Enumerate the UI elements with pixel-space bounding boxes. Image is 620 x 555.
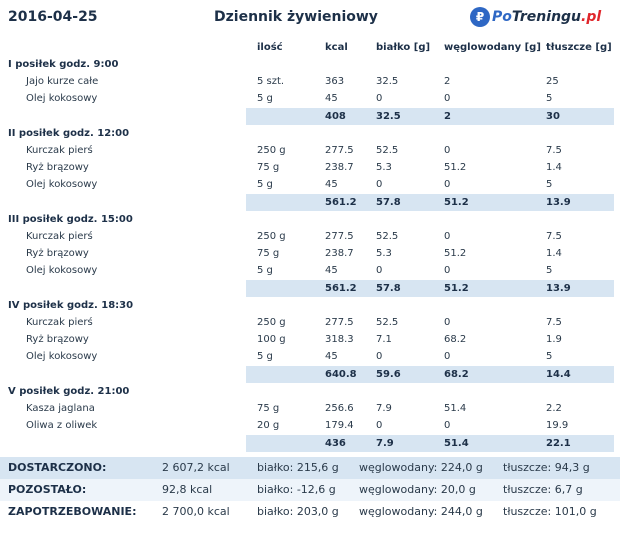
item-protein: 52.5	[376, 145, 399, 156]
item-protein: 0	[376, 93, 383, 104]
food-item-name: Olej kokosowy	[26, 93, 98, 104]
item-carbs: 68.2	[444, 334, 467, 345]
meal-header: V posiłek godz. 21:00	[8, 386, 130, 397]
item-carbs: 51.2	[444, 248, 467, 259]
meal-header: I posiłek godz. 9:00	[8, 59, 119, 70]
logo-badge-icon: ₽	[470, 7, 490, 27]
item-kcal: 277.5	[325, 145, 354, 156]
meal-total-carbs: 2	[444, 111, 451, 122]
item-fat: 7.5	[546, 317, 562, 328]
item-quantity: 100 g	[257, 334, 286, 345]
food-item-name: Kurczak pierś	[26, 317, 93, 328]
logo-text-pl: .pl	[581, 9, 602, 25]
item-kcal: 277.5	[325, 317, 354, 328]
item-fat: 7.5	[546, 231, 562, 242]
item-protein: 7.9	[376, 403, 392, 414]
item-kcal: 238.7	[325, 162, 354, 173]
food-item-name: Ryż brązowy	[26, 334, 89, 345]
item-protein: 52.5	[376, 317, 399, 328]
summary-kcal: 92,8 kcal	[162, 483, 213, 496]
meal-total-protein: 57.8	[376, 197, 401, 208]
item-fat: 1.9	[546, 334, 562, 345]
item-kcal: 45	[325, 179, 338, 190]
item-carbs: 0	[444, 231, 451, 242]
meal-total-carbs: 51.2	[444, 197, 469, 208]
item-fat: 1.4	[546, 162, 562, 173]
summary-carbs: węglowodany: 20,0 g	[359, 483, 476, 496]
item-quantity: 250 g	[257, 145, 286, 156]
meal-total-kcal: 408	[325, 111, 346, 122]
item-carbs: 0	[444, 145, 451, 156]
item-carbs: 0	[444, 93, 451, 104]
meal-total-kcal: 436	[325, 438, 346, 449]
item-quantity: 5 g	[257, 179, 273, 190]
item-kcal: 45	[325, 351, 338, 362]
item-quantity: 20 g	[257, 420, 280, 431]
item-quantity: 75 g	[257, 162, 280, 173]
item-fat: 5	[546, 179, 553, 190]
item-protein: 52.5	[376, 231, 399, 242]
food-item-name: Olej kokosowy	[26, 351, 98, 362]
food-item-name: Olej kokosowy	[26, 179, 98, 190]
meal-total-protein: 32.5	[376, 111, 401, 122]
item-carbs: 51.2	[444, 162, 467, 173]
logo-text-treningu: Treningu	[511, 9, 582, 25]
item-carbs: 51.4	[444, 403, 467, 414]
summary-row	[0, 479, 620, 501]
meal-total-fat: 13.9	[546, 283, 571, 294]
item-kcal: 363	[325, 76, 345, 87]
meal-total-protein: 57.8	[376, 283, 401, 294]
item-quantity: 75 g	[257, 403, 280, 414]
item-carbs: 0	[444, 179, 451, 190]
summary-row	[0, 501, 620, 523]
meal-total-kcal: 561.2	[325, 197, 357, 208]
summary-protein: białko: -12,6 g	[257, 483, 336, 496]
item-carbs: 0	[444, 265, 451, 276]
item-protein: 0	[376, 265, 383, 276]
summary-carbs: węglowodany: 244,0 g	[359, 505, 483, 518]
summary-kcal: 2 607,2 kcal	[162, 461, 230, 474]
diary-date: 2016-04-25	[8, 9, 98, 25]
item-carbs: 0	[444, 420, 451, 431]
summary-fat: tłuszcze: 101,0 g	[503, 505, 597, 518]
meal-header: II posiłek godz. 12:00	[8, 128, 130, 139]
meal-header: III posiłek godz. 15:00	[8, 214, 133, 225]
potreningu-logo[interactable]	[470, 6, 601, 28]
summary-carbs: węglowodany: 224,0 g	[359, 461, 483, 474]
page-title: Dziennik żywieniowy	[214, 9, 378, 25]
meal-header: IV posiłek godz. 18:30	[8, 300, 134, 311]
item-fat: 19.9	[546, 420, 569, 431]
meal-total-carbs: 51.4	[444, 438, 469, 449]
page-header	[0, 0, 620, 36]
item-kcal: 256.6	[325, 403, 354, 414]
col-header-carbs: węglowodany [g]	[444, 42, 541, 53]
item-protein: 32.5	[376, 76, 399, 87]
item-quantity: 250 g	[257, 317, 286, 328]
summary-label: DOSTARCZONO:	[8, 461, 107, 474]
summary-fat: tłuszcze: 94,3 g	[503, 461, 590, 474]
meal-total-fat: 22.1	[546, 438, 571, 449]
item-quantity: 5 szt.	[257, 76, 285, 87]
summary-row	[0, 457, 620, 479]
item-quantity: 250 g	[257, 231, 286, 242]
meal-total-protein: 59.6	[376, 369, 401, 380]
col-header-quantity: ilość	[257, 42, 283, 53]
item-fat: 7.5	[546, 145, 562, 156]
meal-total-protein: 7.9	[376, 438, 394, 449]
food-item-name: Kurczak pierś	[26, 145, 93, 156]
meal-total-fat: 30	[546, 111, 560, 122]
meal-total-carbs: 68.2	[444, 369, 469, 380]
col-header-protein: białko [g]	[376, 42, 431, 53]
item-protein: 7.1	[376, 334, 392, 345]
item-protein: 0	[376, 420, 383, 431]
food-item-name: Ryż brązowy	[26, 248, 89, 259]
item-protein: 5.3	[376, 248, 392, 259]
food-item-name: Kurczak pierś	[26, 231, 93, 242]
item-protein: 5.3	[376, 162, 392, 173]
col-header-kcal: kcal	[325, 42, 348, 53]
item-quantity: 5 g	[257, 265, 273, 276]
item-quantity: 5 g	[257, 351, 273, 362]
food-item-name: Kasza jaglana	[26, 403, 95, 414]
item-protein: 0	[376, 351, 383, 362]
item-kcal: 277.5	[325, 231, 354, 242]
meal-total-kcal: 561.2	[325, 283, 357, 294]
item-quantity: 5 g	[257, 93, 273, 104]
item-kcal: 318.3	[325, 334, 354, 345]
meal-total-fat: 14.4	[546, 369, 571, 380]
item-kcal: 45	[325, 265, 338, 276]
item-fat: 2.2	[546, 403, 562, 414]
item-fat: 1.4	[546, 248, 562, 259]
logo-text-po: Po	[492, 9, 512, 25]
item-kcal: 179.4	[325, 420, 354, 431]
meal-total-fat: 13.9	[546, 197, 571, 208]
item-fat: 25	[546, 76, 559, 87]
meal-total-carbs: 51.2	[444, 283, 469, 294]
food-item-name: Olej kokosowy	[26, 265, 98, 276]
item-carbs: 0	[444, 351, 451, 362]
food-item-name: Ryż brązowy	[26, 162, 89, 173]
item-protein: 0	[376, 179, 383, 190]
item-fat: 5	[546, 351, 553, 362]
item-kcal: 238.7	[325, 248, 354, 259]
summary-label: POZOSTAŁO:	[8, 483, 87, 496]
item-fat: 5	[546, 93, 553, 104]
item-kcal: 45	[325, 93, 338, 104]
item-fat: 5	[546, 265, 553, 276]
summary-label: ZAPOTRZEBOWANIE:	[8, 505, 137, 518]
item-quantity: 75 g	[257, 248, 280, 259]
meal-total-kcal: 640.8	[325, 369, 357, 380]
summary-kcal: 2 700,0 kcal	[162, 505, 230, 518]
summary-protein: białko: 215,6 g	[257, 461, 339, 474]
col-header-fat: tłuszcze [g]	[546, 42, 612, 53]
food-item-name: Jajo kurze całe	[26, 76, 99, 87]
summary-protein: białko: 203,0 g	[257, 505, 339, 518]
food-item-name: Oliwa z oliwek	[26, 420, 98, 431]
item-carbs: 0	[444, 317, 451, 328]
item-carbs: 2	[444, 76, 451, 87]
summary-fat: tłuszcze: 6,7 g	[503, 483, 583, 496]
